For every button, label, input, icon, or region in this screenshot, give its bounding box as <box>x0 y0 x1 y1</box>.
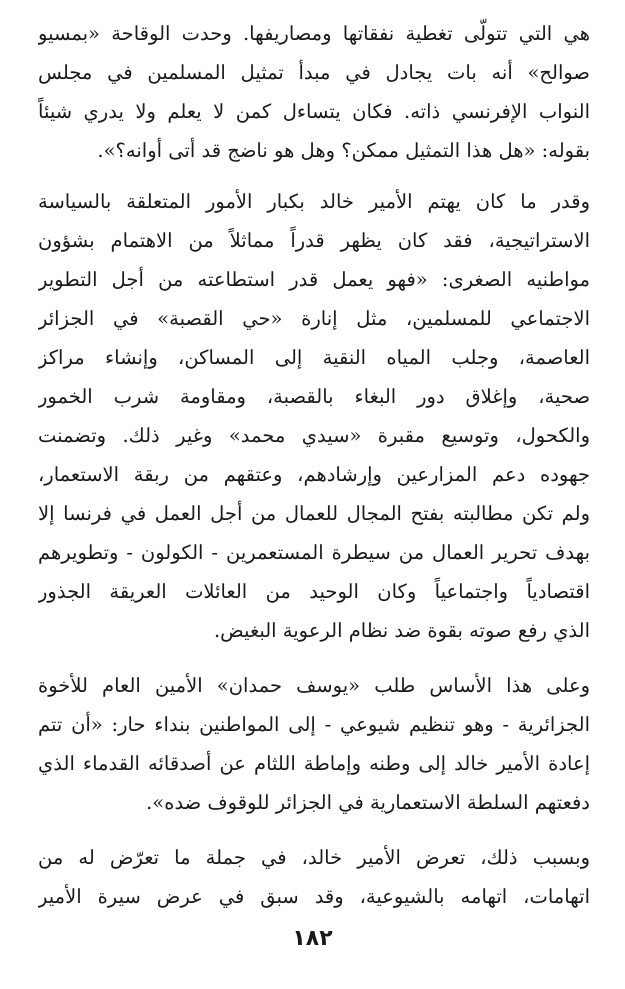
text-line: بهدف تحرير العمال من سيطرة المستعمرين - الكولون - وتطويرهم <box>38 541 590 564</box>
text-line: الجزائرية - وهو تنظيم شيوعي - إلى المواطنين بنداء حار: «أن تتم <box>38 713 590 736</box>
page-body <box>38 14 590 916</box>
text-line: والكحول، وتوسيع مقبرة «سيدي محمد» وغير ذلك. وتضمنت <box>38 424 590 447</box>
paragraph-3 <box>38 666 590 822</box>
text-line: الاستراتيجية، فقد كان يظهر قدراً مماثلاً من الاهتمام بشؤون <box>38 229 590 252</box>
text-line: الذي رفع صوته بقوة ضد نظام الرعوية البغيض. <box>213 619 590 642</box>
paragraph-4 <box>38 838 590 916</box>
paragraph-2 <box>38 182 590 650</box>
text-line: مواطنيه الصغرى: «فهو يعمل قدر استطاعته من أجل التطوير <box>38 268 590 291</box>
text-line: إعادة الأمير خالد إلى وطنه وإماطة اللثام عن أصدقائه القدماء الذي <box>38 752 590 775</box>
text-line: الاجتماعي للمسلمين، مثل إنارة «حي القصبة» في الجزائر <box>38 307 590 330</box>
text-line: جهوده دعم المزارعين وإرشادهم، وعتقهم من ربقة الاستعمار، <box>38 463 590 486</box>
text-line: النواب الإفرنسي ذاته. فكان يتساءل كمن لا يعلم ولا يدري شيئاً <box>38 100 590 123</box>
text-line: اتهامات، اتهامه بالشيوعية، وقد سبق في عرض سيرة الأمير <box>38 885 590 908</box>
text-line: دفعتهم السلطة الاستعمارية في الجزائر للوقوف ضده». <box>146 791 590 814</box>
text-line: وعلى هذا الأساس طلب «يوسف حمدان» الأمين العام للأخوة <box>38 674 590 697</box>
text-line: ولم تكن مطالبته بفتح المجال للعمال من أجل العمل في فرنسا إلا <box>38 502 590 525</box>
paragraph-1 <box>38 14 590 170</box>
text-line: هي التي تتولّى تغطية نفقاتها ومصاريفها. وحدت الوقاحة «بمسيو <box>38 22 590 45</box>
text-line: صحية، وإغلاق دور البغاء بالقصبة، ومقاومة شرب الخمور <box>38 385 590 408</box>
page-number: ١٨٢ <box>292 926 333 951</box>
text-line: صوالح» أنه بات يجادل في مبدأ تمثيل المسلمين في مجلس <box>38 61 590 84</box>
text-line: وقدر ما كان يهتم الأمير خالد بكبار الأمور المتعلقة بالسياسة <box>38 190 590 213</box>
text-line: العاصمة، وجلب المياه النقية إلى المساكن، وإنشاء مراكز <box>38 346 590 369</box>
text-line: اقتصادياً واجتماعياً وكان الوحيد من العائلات العريقة الجذور <box>38 580 590 603</box>
text-line: بقوله: «هل هذا التمثيل ممكن؟ وهل هو ناضج قد أتى أوانه؟». <box>97 139 590 162</box>
text-line: وبسبب ذلك، تعرض الأمير خالد، في جملة ما تعرّض له من <box>38 846 590 869</box>
